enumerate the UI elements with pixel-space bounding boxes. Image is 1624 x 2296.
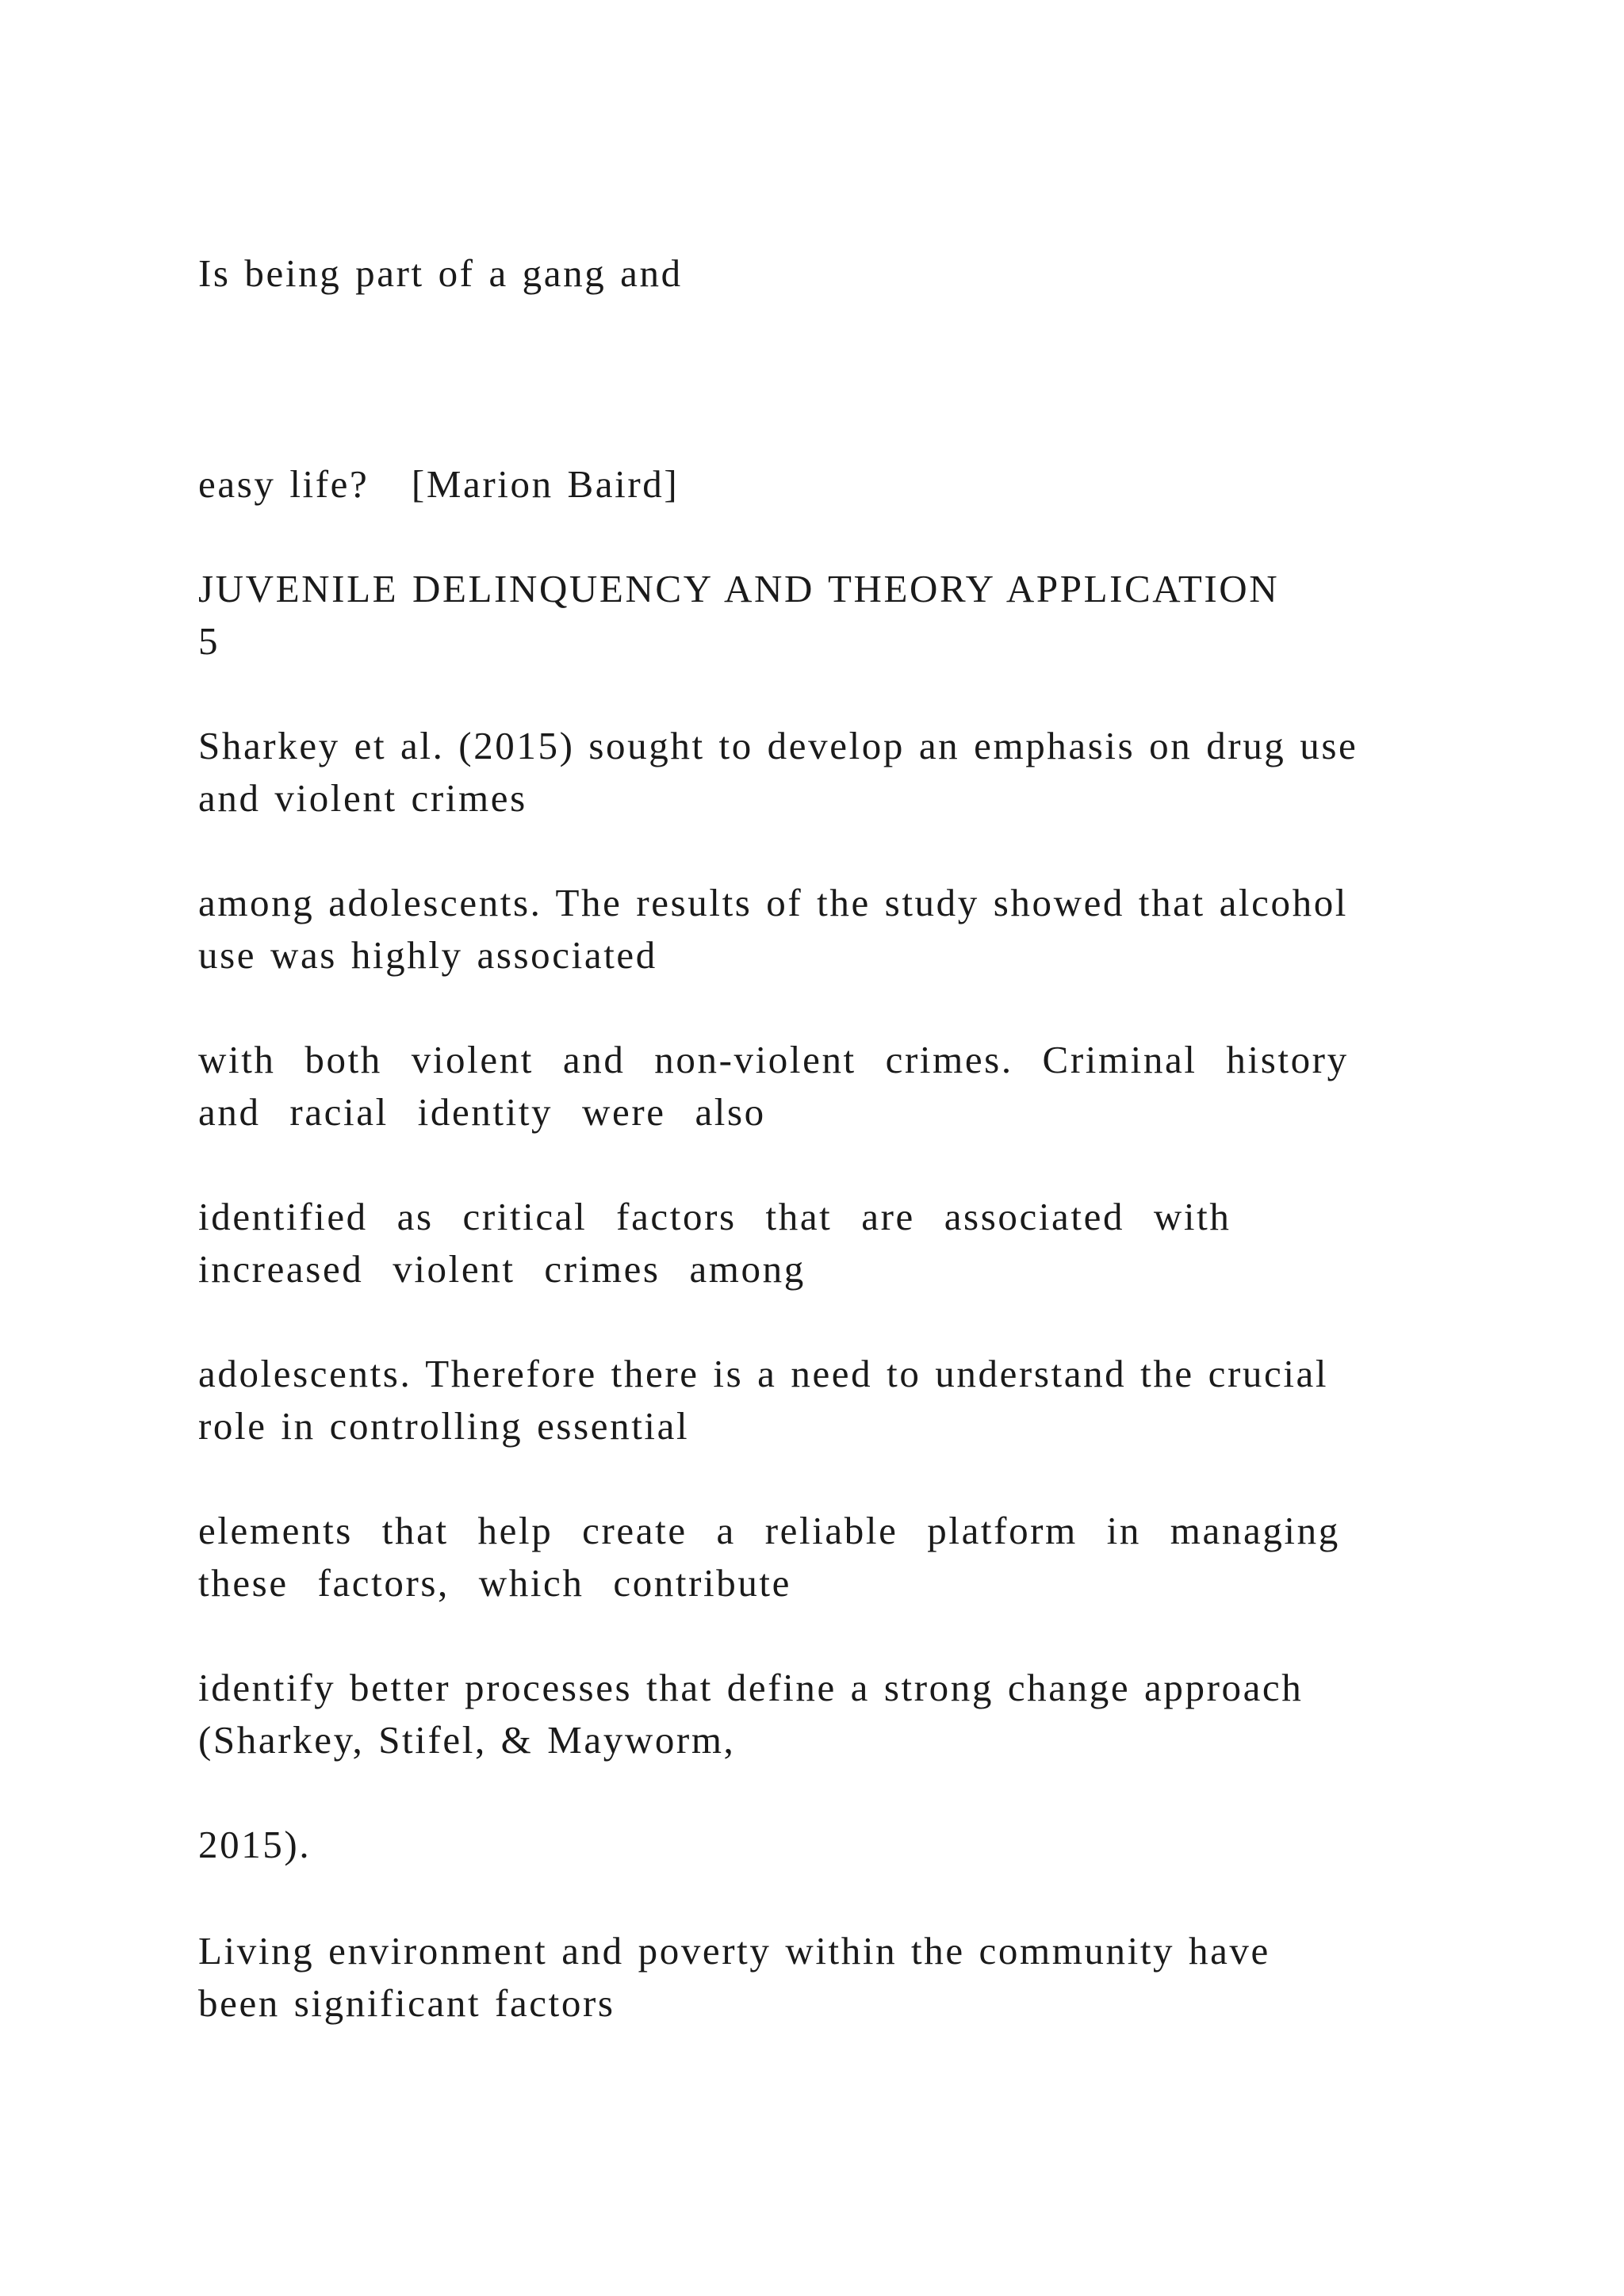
text-line: and racial identity were also	[198, 1090, 766, 1134]
text-line: been significant factors	[198, 1981, 615, 2025]
text-line: Is being part of a gang and	[198, 251, 683, 295]
text-line: with both violent and non-violent crimes. Criminal history	[198, 1038, 1349, 1081]
running-head	[198, 563, 1435, 668]
text-line: role in controlling essential	[198, 1404, 690, 1448]
paragraph	[198, 1348, 1435, 1452]
text-line: easy life? [Marion Baird]	[198, 462, 680, 506]
paragraph-fragment	[198, 1819, 1435, 1871]
text-line: (Sharkey, Stifel, & Mayworm,	[198, 1718, 736, 1762]
paragraph	[198, 1505, 1435, 1609]
page-number: 5	[198, 619, 220, 663]
text-line: identified as critical factors that are associated with	[198, 1195, 1231, 1238]
text-line: Sharkey et al. (2015) sought to develop an emphasis on drug use	[198, 724, 1358, 767]
text-line: use was highly associated	[198, 933, 657, 977]
text-line: Living environment and poverty within the community have	[198, 1929, 1270, 1973]
text-line: adolescents. Therefore there is a need to understand the crucial	[198, 1352, 1329, 1395]
paragraph	[198, 1925, 1435, 2030]
text-line: and violent crimes	[198, 776, 527, 820]
paragraph	[198, 877, 1435, 982]
text-line: elements that help create a reliable platform in managing	[198, 1509, 1340, 1552]
paragraph-fragment	[198, 247, 1435, 300]
paragraph	[198, 1191, 1435, 1295]
text-line: identify better processes that define a strong change approach	[198, 1666, 1304, 1709]
text-line: these factors, which contribute	[198, 1561, 791, 1605]
running-head-title: JUVENILE DELINQUENCY AND THEORY APPLICATION	[198, 567, 1280, 610]
text-line: among adolescents. The results of the study showed that alcohol	[198, 881, 1349, 924]
text-line: 2015).	[198, 1823, 312, 1866]
paragraph	[198, 720, 1435, 825]
paragraph	[198, 1034, 1435, 1138]
text-line: increased violent crimes among	[198, 1247, 806, 1291]
paragraph	[198, 1662, 1435, 1766]
